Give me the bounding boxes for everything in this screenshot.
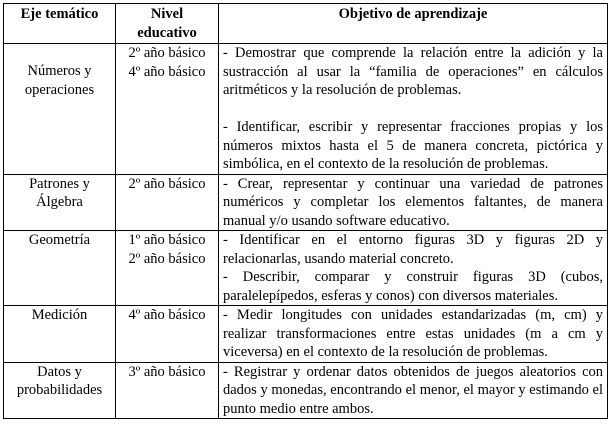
objective-text: - Medir longitudes con unidades estandarizadas (m, cm) y realizar transformaciones entre estas unidades (m a cm y viceversa) en el contexto de la resolución de problemas. [223, 307, 603, 360]
table-row [4, 174, 608, 231]
table-row [4, 362, 608, 419]
level-cell [116, 362, 219, 419]
header-level: Nivel educativo [116, 4, 219, 44]
level-label: 2º año básico [128, 175, 206, 192]
objective-text: - Demostrar que comprende la relación entre la adición y la sustracción al usar la “familia de operaciones” en cálculos aritméticos y la resolución de problemas. [223, 45, 603, 98]
header-objective: Objetivo de aprendizaje [219, 4, 608, 44]
objective-text: - Describir, comparar y construir figuras 3D (cubos, paralelepípedos, esferas y conos) con diversos materiales. [223, 269, 603, 304]
level-label: 4º año básico [128, 307, 206, 323]
theme-cell [4, 306, 116, 363]
objective-text: - Identificar en el entorno figuras 3D y figuras 2D y relacionarlas, usando material concreto. [223, 232, 603, 267]
objective-cell [219, 44, 608, 175]
table-row [4, 44, 608, 175]
level-label: 3º año básico [128, 363, 206, 380]
theme-cell [4, 174, 116, 231]
table-row [4, 231, 608, 306]
objective-cell [219, 306, 608, 363]
objective-cell [219, 362, 608, 419]
header-theme: Eje temático [4, 4, 116, 44]
level-cell [116, 231, 219, 306]
theme-label: Números y operaciones [24, 63, 95, 98]
theme-label: Geometría [28, 232, 91, 248]
paragraph-gap [223, 100, 603, 119]
theme-cell [4, 44, 116, 175]
objective-text: - Identificar, escribir y representar fracciones propias y los números mixtos hasta el 5 de manera concreta, pictórica y simbólica, en el contexto de la resolución de problemas. [223, 119, 603, 172]
level-cell [116, 174, 219, 231]
level-cell [116, 306, 219, 363]
table-header-row [4, 4, 608, 44]
objective-cell [219, 174, 608, 231]
theme-label: Patrones y Álgebra [29, 175, 90, 210]
theme-cell [4, 231, 116, 306]
level-cell [116, 44, 219, 175]
curriculum-table [3, 3, 608, 419]
theme-label: Datos y probabilidades [16, 363, 103, 398]
level-label: 2º año básico [128, 45, 206, 61]
level-label: 1º año básico [128, 232, 206, 248]
level-label: 4º año básico [128, 63, 206, 80]
theme-cell [4, 362, 116, 419]
objective-cell [219, 231, 608, 306]
level-label: 2º año básico [128, 250, 206, 267]
table-row [4, 306, 608, 363]
theme-label: Medición [31, 307, 88, 323]
objective-text: - Crear, representar y continuar una variedad de patrones numéricos y completar los elementos faltantes, de manera manual y/o usando software educativo. [223, 175, 603, 229]
objective-text: - Registrar y ordenar datos obtenidos de juegos aleatorios con dados y monedas, encontrando el menor, el mayor y estimando el punto medio entre ambos. [223, 363, 603, 417]
